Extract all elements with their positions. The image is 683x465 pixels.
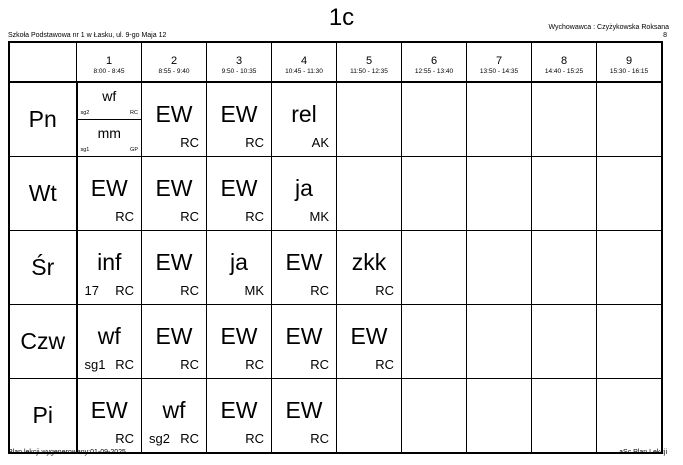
lesson-teacher: RC [245,209,264,224]
lesson-teacher: RC [375,357,394,372]
period-number: 6 [430,55,438,67]
timetable [8,41,663,454]
lesson-cell [532,157,597,231]
lesson-cell [207,157,272,231]
period-time: 8:55 - 9:40 [158,68,190,75]
lesson-teacher: RC [115,209,134,224]
lesson-cell [272,231,337,305]
lesson-cell [402,231,467,305]
period-number: 1 [105,55,113,67]
lesson-cell [337,157,402,231]
lesson-teacher: RC [130,110,138,116]
lesson-cell [597,157,663,231]
period-header [207,42,272,82]
lesson-cell [142,379,207,454]
lesson-teacher: AK [311,135,329,150]
lesson-subject: EW [155,323,193,349]
lesson-cell [597,379,663,454]
lesson-cell [532,305,597,379]
lesson-cell [207,379,272,454]
lesson-subject: wf [102,88,117,104]
lesson-teacher: RC [180,357,199,372]
lesson-cell [272,82,337,157]
period-header [597,42,663,82]
class-title: 1c [328,4,355,31]
lesson-cell [77,305,142,379]
lesson-group: sg1 [84,357,106,372]
lesson-cell [272,305,337,379]
day-label: Wt [9,157,77,231]
period-time: 12:55 - 13:40 [414,68,454,75]
lesson-teacher: RC [180,135,199,150]
lesson-subject: EW [90,397,128,423]
lesson-cell [402,82,467,157]
lesson-subject: EW [285,397,323,423]
lesson-teacher: RC [115,357,134,372]
lesson-subject: wf [97,323,121,349]
lesson-cell [77,82,142,157]
lesson-cell [532,379,597,454]
lesson-cell [272,379,337,454]
lesson-teacher: RC [245,431,264,446]
lesson-subject: wf [162,397,186,423]
lesson-cell [207,305,272,379]
lesson-cell [142,82,207,157]
lesson-teacher: RC [180,209,199,224]
lesson-teacher: MK [244,283,264,298]
day-label: Śr [9,231,77,305]
lesson-subject: ja [230,249,248,275]
split-lesson [78,83,142,120]
lesson-teacher: RC [115,431,134,446]
period-number: 3 [235,55,243,67]
generated-date: Plan lekcji wygenerowany:01-09-2025 [8,449,126,456]
lesson-subject: EW [155,101,193,127]
lesson-group: sg2 [80,110,90,116]
lesson-cell [142,231,207,305]
day-label: Czw [9,305,77,379]
lesson-cell [467,305,532,379]
lesson-teacher: RC [375,283,394,298]
lesson-cell [467,231,532,305]
period-header [142,42,207,82]
lesson-cell [142,305,207,379]
lesson-cell [77,157,142,231]
lesson-cell [597,231,663,305]
lesson-cell [597,82,663,157]
lesson-group: sg1 [80,147,90,153]
lesson-subject: EW [220,397,258,423]
page-number: 8 [663,32,667,39]
lesson-subject: EW [285,249,323,275]
lesson-teacher: RC [115,283,134,298]
lesson-cell [532,231,597,305]
app-name: aSc Plan Lekcji [619,449,667,456]
lesson-cell [207,82,272,157]
lesson-cell [142,157,207,231]
period-header [467,42,532,82]
period-header-row [9,42,662,82]
lesson-subject: EW [90,175,128,201]
lesson-cell [337,82,402,157]
lesson-cell [402,379,467,454]
day-row [9,231,662,305]
school-name: Szkoła Podstawowa nr 1 w Łasku, ul. 9-go Maja 12 [8,32,167,39]
lesson-teacher: RC [310,283,329,298]
day-label: Pn [9,82,77,157]
lesson-teacher: GP [130,147,138,153]
period-header [402,42,467,82]
lesson-teacher: RC [310,431,329,446]
corner-cell [9,42,77,82]
period-time: 10:45 - 11:30 [285,68,323,75]
lesson-cell [467,379,532,454]
day-row [9,379,662,454]
period-time: 14:40 - 15:25 [544,68,584,75]
lesson-subject: EW [220,175,258,201]
period-header [337,42,402,82]
period-time: 11:50 - 12:35 [350,68,388,75]
period-header [532,42,597,82]
lesson-cell [337,305,402,379]
lesson-cell [207,231,272,305]
lesson-subject: EW [155,249,193,275]
lesson-subject: mm [97,125,121,141]
lesson-teacher: RC [245,357,264,372]
period-time: 8:00 - 8:45 [93,68,125,75]
lesson-subject: rel [291,101,317,127]
period-time: 9:50 - 10:35 [221,68,257,75]
lesson-subject: inf [97,249,122,275]
period-number: 7 [495,55,503,67]
homeroom-teacher: Wychowawca : Czyżykowska Roksana [548,24,669,31]
lesson-cell [272,157,337,231]
lesson-subject: ja [295,175,313,201]
lesson-cell [597,305,663,379]
lesson-cell [467,157,532,231]
day-row [9,305,662,379]
lesson-subject: EW [220,101,258,127]
lesson-subject: zkk [351,249,387,275]
lesson-teacher: RC [180,431,199,446]
lesson-group: sg2 [149,431,170,446]
lesson-cell [402,305,467,379]
lesson-subject: EW [155,175,193,201]
period-header [77,42,142,82]
period-header [272,42,337,82]
lesson-cell [337,379,402,454]
day-row [9,157,662,231]
period-number: 9 [625,55,633,67]
lesson-subject: EW [220,323,258,349]
period-time: 15:30 - 16:15 [609,68,649,75]
period-number: 8 [560,55,568,67]
day-row [9,82,662,157]
period-time: 13:50 - 14:35 [479,68,519,75]
lesson-cell [77,231,142,305]
lesson-cell [77,379,142,454]
lesson-cell [337,231,402,305]
lesson-cell [467,82,532,157]
lesson-teacher: MK [309,209,329,224]
period-number: 5 [365,55,373,67]
period-number: 2 [170,55,178,67]
lesson-subject: EW [350,323,388,349]
day-label: Pi [9,379,77,454]
lesson-subject: EW [285,323,323,349]
lesson-teacher: RC [310,357,329,372]
lesson-teacher: RC [180,283,199,298]
split-lesson [78,120,142,156]
lesson-teacher: RC [245,135,264,150]
period-number: 4 [300,55,308,67]
lesson-cell [402,157,467,231]
lesson-cell [532,82,597,157]
lesson-group: 17 [84,283,99,298]
